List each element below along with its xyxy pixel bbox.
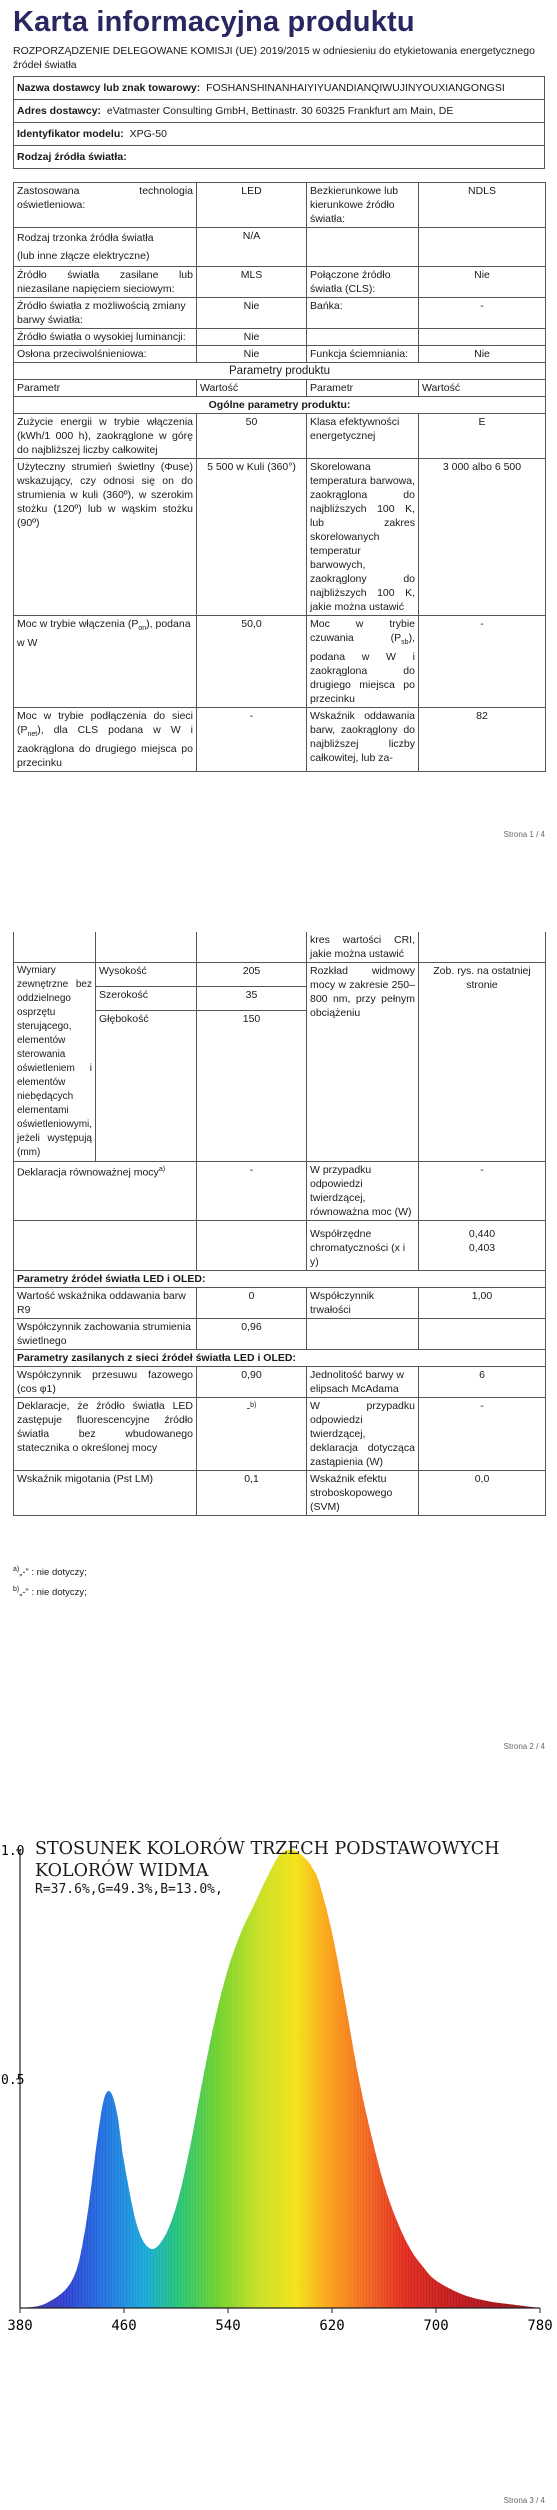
chroma-row: [14, 1221, 546, 1271]
column-header-row: [14, 380, 546, 397]
mains-value: MLS: [197, 267, 307, 298]
height-label: Wysokość: [96, 963, 197, 987]
tunable-value: Nie: [197, 298, 307, 329]
page-3: [0, 1760, 557, 2510]
depth-value: 150: [197, 1011, 307, 1162]
address-value: eVatmaster Consulting GmbH, Bettinastr. 30 60325 Frankfurt am Main, DE: [106, 105, 454, 117]
y-tick-label: 1.0: [1, 1844, 25, 1859]
r9-value: 0: [197, 1288, 307, 1319]
flux-row: [14, 459, 546, 616]
antiglare-row: [14, 346, 546, 363]
maint-value: 0,96: [197, 1319, 307, 1350]
equiv-value: -: [197, 1162, 307, 1221]
chroma-label: Współrzędne chromatyczności (x i y): [307, 1221, 419, 1271]
chart-title: STOSUNEK KOLORÓW TRZECH PODSTAWOWYCH KOLORÓW WIDMA: [35, 1839, 500, 1881]
flicker-row: [14, 1471, 546, 1516]
width-value: 35: [197, 987, 307, 1011]
directional-value: NDLS: [419, 183, 546, 228]
connected-value: Nie: [419, 267, 546, 298]
mains-header-row: [14, 1350, 546, 1367]
pnet-label: Moc w trybie podłączenia do sieci $(P_{net})$, dla CLS podana w W i zaokrąglona do drugiego miejsca po przecinku: [14, 708, 197, 772]
directional-label: Bezkierunkowe lub kierunkowe źródło światła:: [307, 183, 419, 228]
document-title: Karta informacyjna produktu: [13, 6, 415, 38]
tech-label: Zastosowana technologia oświetleniowa:: [14, 183, 197, 228]
page-1-footer: Strona 1 / 4: [503, 830, 545, 839]
cri-label: Wskaźnik oddawania barw, zaokrąglony do najbliższej liczby całkowitej, lub za-: [307, 708, 419, 772]
replace-power-value: -: [419, 1398, 546, 1471]
model-row: [14, 123, 545, 146]
psb-value: -: [419, 616, 546, 708]
energy-row: [14, 414, 546, 459]
footnote-b: $^{b)}$„-” : nie dotyczy;: [13, 1586, 87, 1599]
page-2-table: [13, 932, 546, 1516]
maint-label: Współczynnik zachowania strumienia świetlnego: [14, 1319, 197, 1350]
maint-row: [14, 1319, 546, 1350]
eclass-value: E: [419, 414, 546, 459]
supplier-row: [14, 77, 545, 100]
flux-label: Użyteczny strumień świetlny (Φuse) wskazujący, czy odnosi się on do strumienia w kuli (360º), w szerokim stożku (120º) lub w wąskim stożku (90º): [14, 459, 197, 616]
supplier-value: FOSHANSHINANHAIYIYUANDIANQIWUJINYOUXIANGONGSI: [206, 82, 505, 94]
footnote-a: $^{a)}$„-” : nie dotyczy;: [13, 1566, 87, 1579]
mains-row: [14, 267, 546, 298]
survival-label: Współczynnik trwałości: [307, 1288, 419, 1319]
x-tick-label: 700: [423, 2318, 449, 2334]
address-label: Adres dostawcy:: [17, 105, 102, 117]
cap-label-2: (lub inne złącze elektryczne): [17, 250, 150, 262]
model-value: XPG-50: [129, 128, 167, 140]
pf-row: [14, 1367, 546, 1398]
page-3-footer: Strona 3 / 4: [503, 2496, 545, 2505]
tech-row: [14, 183, 546, 228]
envelope-value: -: [419, 298, 546, 329]
page-1: [0, 0, 557, 850]
depth-label: Głębokość: [96, 1011, 197, 1162]
x-tick-label: 780: [527, 2318, 553, 2334]
equiv-power-label: W przypadku odpowiedzi twierdzącej, równoważna moc (W): [307, 1162, 419, 1221]
eclass-label: Klasa efektywności energetycznej: [307, 414, 419, 459]
chart-subtitle: R=37.6%,G=49.3%,B=13.0%,: [35, 1882, 223, 1897]
connected-label: Połączone źródło światła (CLS):: [307, 267, 419, 298]
supplier-label: Nazwa dostawcy lub znak towarowy:: [17, 82, 201, 94]
cri-value: 82: [419, 708, 546, 772]
col-value-1: Wartość: [197, 380, 307, 397]
mains-label: Źródło światła zasilane lub niezasilane napięciem sieciowym:: [14, 267, 197, 298]
source-type-row: [14, 146, 545, 169]
flicker-value: 0,1: [197, 1471, 307, 1516]
cri-continuation-row: [14, 932, 546, 963]
pf-label: Współczynnik przesuwu fazowego (cos φ1): [14, 1367, 197, 1398]
x-tick-label: 380: [7, 2318, 33, 2334]
macadam-value: 6: [419, 1367, 546, 1398]
col-param-1: Parametr: [14, 380, 197, 397]
pon-value: 50,0: [197, 616, 307, 708]
chroma-x: 0,440: [468, 1228, 496, 1240]
power-row: [14, 616, 546, 708]
cap-value: N/A: [197, 228, 307, 267]
source-type-table: [13, 182, 546, 772]
survival-value: 1,00: [419, 1288, 546, 1319]
equiv-power-value: -: [419, 1162, 546, 1221]
x-tick-label: 460: [111, 2318, 137, 2334]
x-tick-label: 620: [319, 2318, 345, 2334]
col-value-2: Wartość: [419, 380, 546, 397]
cct-label: Skorelowana temperatura barwowa, zaokrąglona do najbliższych 100 K, lub zakres skorelowanych temperatur barwowych, zaokrąglony do najbliższych 100 K, jakie można ustawić: [307, 459, 419, 616]
tunable-row: [14, 298, 546, 329]
energy-value: 50: [197, 414, 307, 459]
regulation-text: ROZPORZĄDZENIE DELEGOWANE KOMISJI (UE) 2019/2015 w odniesieniu do etykietowania energetycznego źródeł światła: [13, 45, 535, 71]
y-tick-label: 0.5: [1, 2073, 25, 2088]
supplier-table: [13, 76, 545, 169]
tunable-label: Źródło światła z możliwością zmiany barwy światła:: [14, 298, 197, 329]
x-tick-label: 540: [215, 2318, 241, 2334]
led-header: Parametry źródeł światła LED i OLED:: [14, 1271, 546, 1288]
pf-value: 0,90: [197, 1367, 307, 1398]
svm-label: Wskaźnik efektu stroboskopowego (SVM): [307, 1471, 419, 1516]
flicker-label: Wskaźnik migotania (Pst LM): [14, 1471, 197, 1516]
address-row: [14, 100, 545, 123]
dims-label: Wymiary zewnętrzne bez oddzielnego osprzętu sterującego, elementów sterowania oświetleniem i elementów niebędących elementami oświetleniowymi, jeżeli występują (mm): [14, 963, 96, 1162]
high-lum-row: [14, 329, 546, 346]
antiglare-label: Osłona przeciwolśnieniowa:: [14, 346, 197, 363]
height-value: 205: [197, 963, 307, 987]
psb-label: Moc w trybie czuwania $(P_{sb})$, podana w W i zaokrąglona do drugiego miejsca po przecinku: [307, 616, 419, 708]
page-2-footer: Strona 2 / 4: [503, 1742, 545, 1751]
antiglare-value: Nie: [197, 346, 307, 363]
model-label: Identyfikator modelu:: [17, 128, 124, 140]
network-row: [14, 708, 546, 772]
high-lum-value: Nie: [197, 329, 307, 346]
pon-label: Moc w trybie włączenia $(P_{on})$, podana w W: [14, 616, 197, 708]
general-header: Ogólne parametry produktu:: [14, 397, 546, 414]
chroma-y: 0,403: [468, 1242, 496, 1254]
cri-continuation: kres wartości CRI, jakie można ustawić: [307, 932, 419, 963]
height-row: [14, 963, 546, 987]
flux-value: 5 500 w Kuli (360°): [197, 459, 307, 616]
spd-label: Rozkład widmowy mocy w zakresie 250–800 nm, przy pełnym obciążeniu: [307, 963, 419, 1162]
high-lum-label: Źródło światła o wysokiej luminancji:: [14, 329, 197, 346]
led-header-row: [14, 1271, 546, 1288]
replace-row: [14, 1398, 546, 1471]
replace-value: -$^{b)}$: [197, 1398, 307, 1471]
envelope-label: Bańka:: [307, 298, 419, 329]
dimmable-value: Nie: [419, 346, 546, 363]
width-label: Szerokość: [96, 987, 197, 1011]
cct-value: 3 000 albo 6 500: [419, 459, 546, 616]
params-header: Parametry produktu: [14, 363, 546, 380]
r9-row: [14, 1288, 546, 1319]
mains-header: Parametry zasilanych z sieci źródeł światła LED i OLED:: [14, 1350, 546, 1367]
cap-label: Rodzaj trzonka źródła światła: [17, 232, 154, 244]
equiv-row: [14, 1162, 546, 1221]
replace-label: Deklaracje, że źródło światła LED zastępuje fluorescencyjne źródło światła bez wbudowanego statecznika o określonej mocy: [14, 1398, 197, 1471]
spd-value: Zob. rys. na ostatniej stronie: [419, 963, 546, 1162]
energy-label: Zużycie energii w trybie włączenia (kWh/1 000 h), zaokrąglone w górę do najbliższej liczby całkowitej: [14, 414, 197, 459]
page-2: [0, 930, 557, 1760]
source-type-header: Rodzaj źródła światła:: [14, 146, 545, 169]
svm-value: 0,0: [419, 1471, 546, 1516]
general-header-row: [14, 397, 546, 414]
pnet-value: -: [197, 708, 307, 772]
replace-power-label: W przypadku odpowiedzi twierdzącej, deklaracja dotycząca zastąpienia (W): [307, 1398, 419, 1471]
cap-row: [14, 228, 546, 267]
equiv-label: Deklaracja równoważnej mocy$^{a)}$: [14, 1162, 197, 1221]
tech-value: LED: [197, 183, 307, 228]
macadam-label: Jednolitość barwy w elipsach McAdama: [307, 1367, 419, 1398]
col-param-2: Parametr: [307, 380, 419, 397]
params-header-row: [14, 363, 546, 380]
r9-label: Wartość wskaźnika oddawania barw R9: [14, 1288, 197, 1319]
dimmable-label: Funkcja ściemniania:: [307, 346, 419, 363]
